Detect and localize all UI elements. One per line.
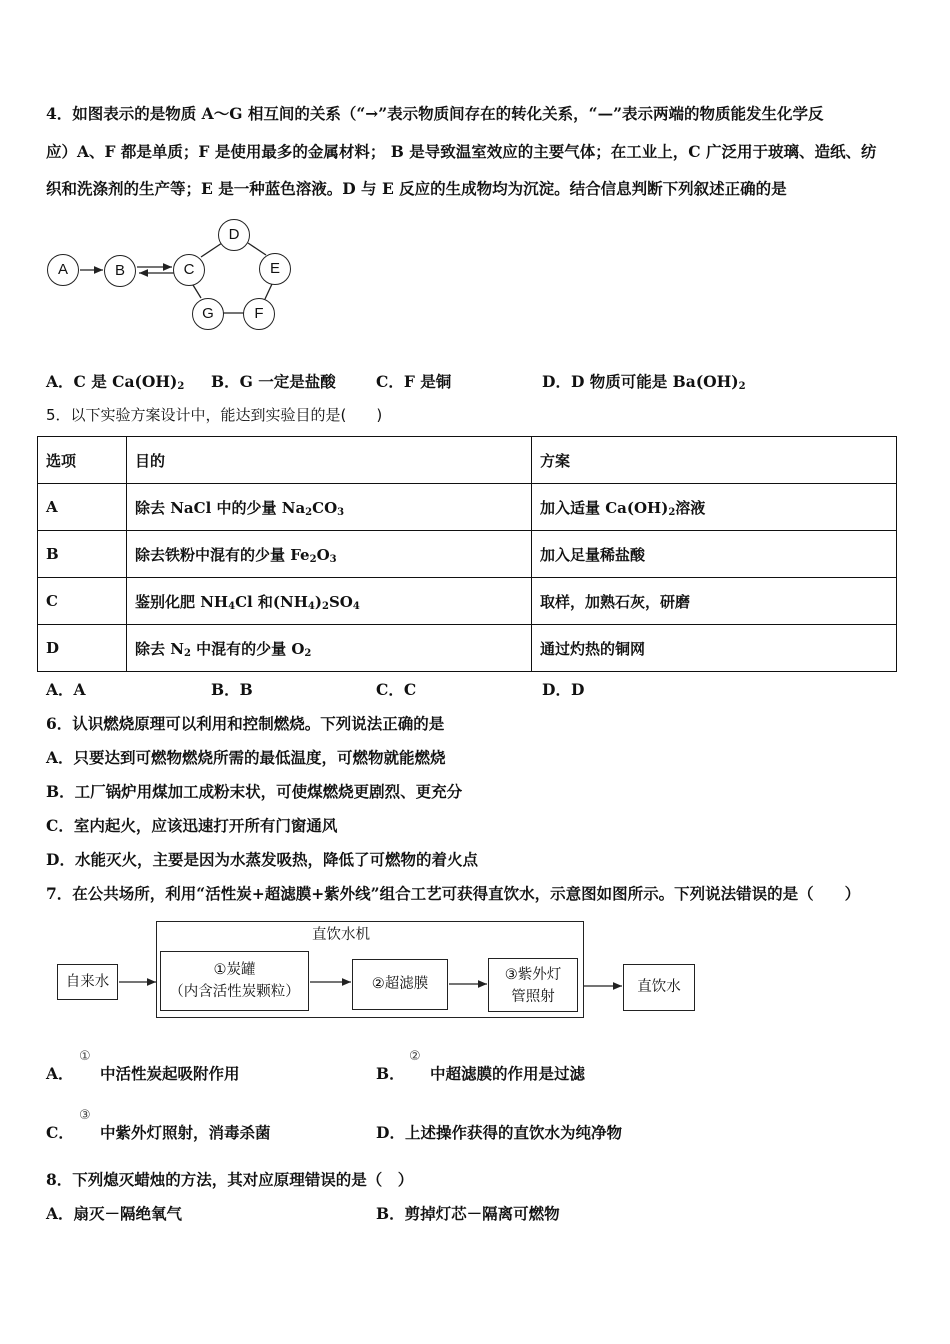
q8-option-a: A．扇灭－隔绝氧气: [46, 1204, 183, 1223]
output-box: 直饮水: [623, 964, 695, 1011]
q4-option-a: A．C 是 $Ca(OH)_2$: [46, 372, 185, 392]
q7-option-a-text: 中活性炭起吸附作用: [100, 1064, 240, 1083]
q7-option-c-label: C．: [46, 1123, 74, 1142]
q5-option-c: C．C: [376, 680, 417, 699]
node-c: C: [173, 254, 205, 286]
node-g: G: [192, 298, 224, 330]
row-goal: 除去铁粉中混有的少量 $Fe_2O_3$: [127, 531, 532, 578]
q6-option-d: D．水能灭火，主要是因为水蒸发吸热，降低了可燃物的着火点: [46, 850, 478, 869]
row-goal: 除去 NaCl 中的少量 $Na_2CO_3$: [127, 484, 532, 531]
q6-stem: 6．认识燃烧原理可以利用和控制燃烧。下列说法正确的是: [46, 714, 445, 733]
q4-option-b: B．G 一定是盐酸: [211, 372, 336, 391]
step2-box: ②超滤膜: [352, 959, 448, 1010]
row-plan: 通过灼热的铜网: [532, 625, 897, 672]
q8-option-b: B．剪掉灯芯－隔离可燃物: [376, 1204, 560, 1223]
q6-option-a: A．只要达到可燃物燃烧所需的最低温度，可燃物就能燃烧: [46, 748, 446, 767]
node-b: B: [104, 255, 136, 287]
q7-option-b-num: ②: [409, 1049, 421, 1064]
step1-line1: ①炭罐: [213, 962, 256, 978]
q4-stem-line3: 织和洗涤剂的生产等；E 是一种蓝色溶液。D 与 E 反应的生成物均为沉淀。结合信息判断下列叙述正确的是: [46, 179, 787, 198]
row-goal: 鉴别化肥 $NH_4Cl$ 和$(NH_4)_2SO_4$: [127, 578, 532, 625]
step3-line2: 管照射: [511, 989, 555, 1005]
q7-option-a-label: A．: [46, 1064, 74, 1083]
node-d: D: [218, 219, 250, 251]
row-option: B: [38, 531, 127, 578]
row-plan: 加入足量稀盐酸: [532, 531, 897, 578]
q7-option-b-label: B．: [376, 1064, 405, 1083]
row-option: A: [38, 484, 127, 531]
row-goal: 除去 $N_2$ 中混有的少量 $O_2$: [127, 625, 532, 672]
step1-line2: （内含活性炭颗粒）: [169, 984, 300, 1000]
q7-option-a-num: ①: [79, 1049, 91, 1064]
row-option: D: [38, 625, 127, 672]
row-plan: 取样，加熟石灰，研磨: [532, 578, 897, 625]
node-e: E: [259, 253, 291, 285]
row-plan: 加入适量 $Ca(OH)_2$溶液: [532, 484, 897, 531]
row-option: C: [38, 578, 127, 625]
machine-label: 直饮水机: [312, 927, 370, 943]
q7-option-c-num: ③: [79, 1108, 91, 1123]
q7-option-c-text: 中紫外灯照射，消毒杀菌: [100, 1123, 271, 1142]
q8-stem: 8．下列熄灭蜡烛的方法，其对应原理错误的是（ ）: [46, 1170, 414, 1189]
q6-option-b: B．工厂锅炉用煤加工成粉末状，可使煤燃烧更剧烈、更充分: [46, 782, 463, 801]
q5-stem: 5．以下实验方案设计中，能达到实验目的是( ): [46, 406, 383, 424]
q7-option-b-text: 中超滤膜的作用是过滤: [430, 1064, 586, 1083]
q4-option-d: D．D 物质可能是 $Ba(OH)_2$: [542, 372, 746, 392]
step3-line1: ③紫外灯: [504, 967, 562, 983]
input-box: 自来水: [57, 964, 118, 1000]
q4-stem-line1: 4．如图表示的是物质 A～G 相互间的关系（“→”表示物质间存在的转化关系，“—”表示两端的物质能发生化学反: [46, 104, 824, 123]
q5-option-b: B．B: [211, 680, 253, 699]
header-option: 选项: [38, 437, 127, 484]
q5-option-a: A．A: [46, 680, 86, 699]
q6-option-c: C．室内起火，应该迅速打开所有门窗通风: [46, 816, 338, 835]
node-f: F: [243, 298, 275, 330]
q7-stem: 7．在公共场所，利用“活性炭+超滤膜+紫外线”组合工艺可获得直饮水，示意图如图所示。下列说法错误的是（ ）: [46, 884, 861, 903]
header-goal: 目的: [127, 437, 532, 484]
q5-option-d: D．D: [542, 680, 585, 699]
q4-option-c: C．F 是铜: [376, 372, 452, 391]
q4-stem-line2: 应）A、F 都是单质；F 是使用最多的金属材料； B 是导致温室效应的主要气体；在工业上，C 广泛用于玻璃、造纸、纺: [46, 142, 877, 161]
node-a: A: [47, 254, 79, 286]
header-plan: 方案: [532, 437, 897, 484]
q7-option-d: D．上述操作获得的直饮水为纯净物: [376, 1123, 622, 1142]
